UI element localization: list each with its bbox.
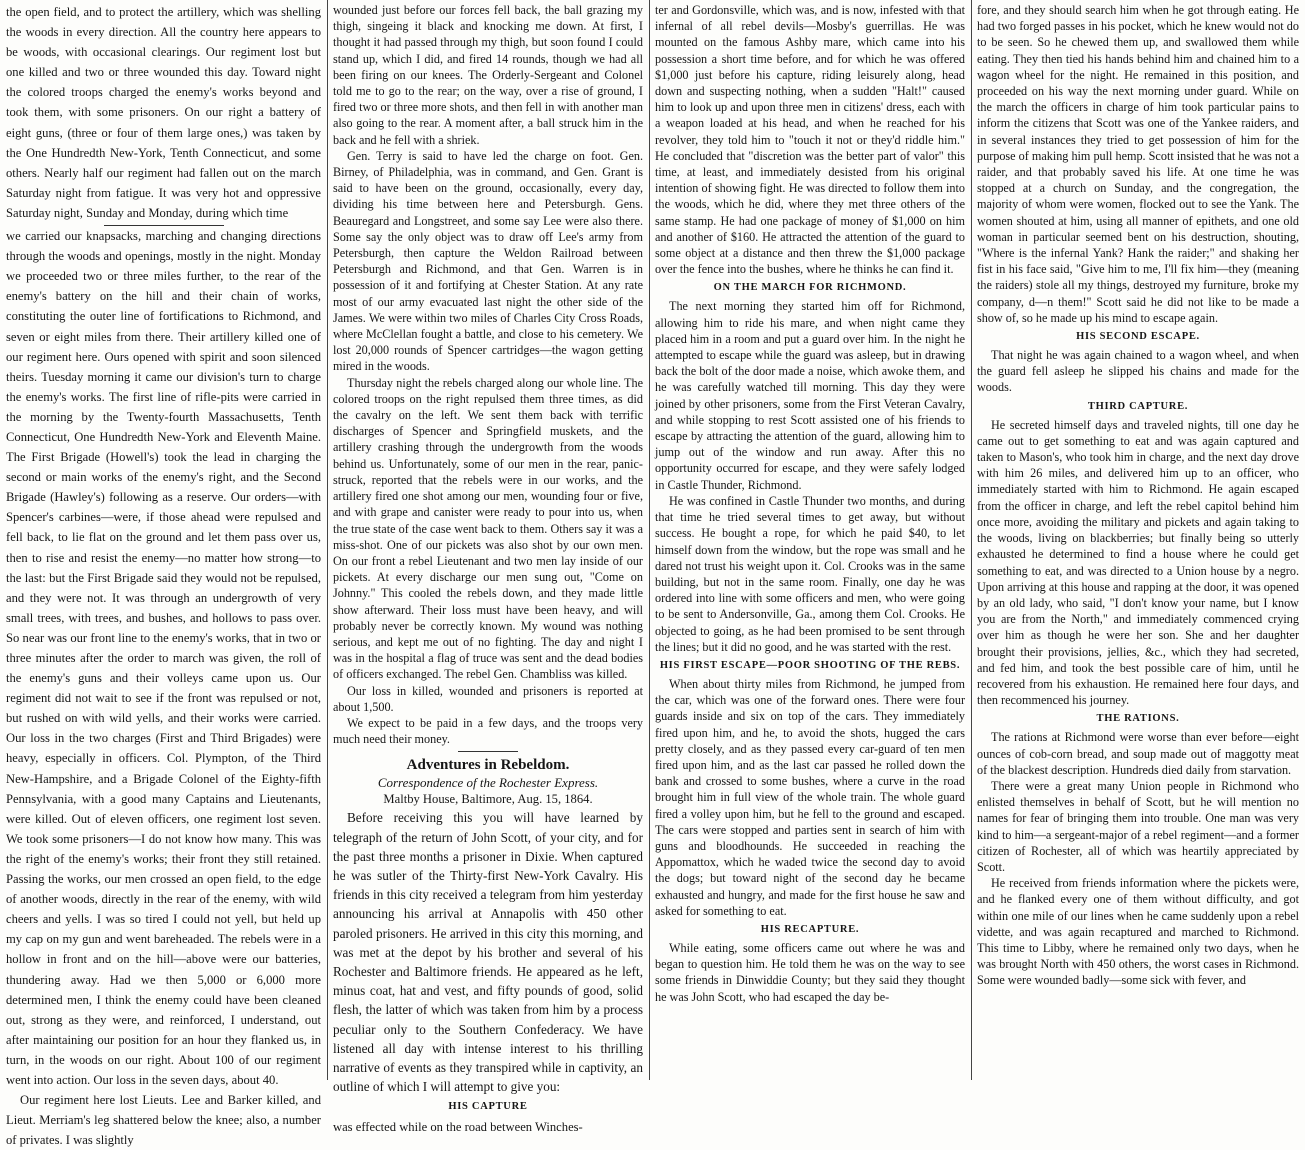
section-heading: HIS SECOND ESCAPE. — [1076, 331, 1200, 343]
paragraph: We expect to be paid in a few days, and the troops very much need their money. — [333, 715, 643, 747]
paragraph: The next morning they started him off for Richmond, allowing him to ride his mare, and when night came they placed him in a room and put a guard over him. In the night he attempted to escape while the guard was asleep, but in drawing back the bolt of the door made a noise, which awoke them, and he was carefully watched till morning. This day they were joined by other prisoners, some from the First Veteran Cavalry, and while stopping to rest Scott assisted one of his friends to escape by attracting the attention of the guard, allowing him to jump out of the window and run away. After this no opportunity occurred for escape, and they were safely lodged in Castle Thunder, Richmond. — [655, 299, 965, 492]
paragraph: wounded just before our forces fell back, the ball grazing my thigh, singeing it black and knocking me down. At first, I thought it had passed through my thigh, but soon found I could stand up, which I did, and fired 14 rounds, though we had all been firing on our knees. The Orderly-Sergeant and Colonel told me to go to the rear; on the way, over a rise of ground, I fired two or three more shots, and then fell in with another man also going to the rear. A moment after, a ball struck him in the back and he fell with a shriek. — [333, 3, 643, 147]
paragraph: ter and Gordonsville, which was, and is now, infested with that infernal of all rebel devils—Mosby's guerrillas. He was mounted on the famous Ashby mare, which came into his possession a short time before, and for which he was offered $1,000 just before his capture, riding leisurely along, head down and suspecting nothing, when a sudden "Halt!" caused him to look up and upon three men in citizens' dress, each with a weapon loaded at his head, and when he reached for his revolver, they told him to "touch it not or they'd riddle him." He concluded that "discretion was the better part of valor" this time, at least, and immediately desisted from his original intention of showing fight. He was directed to follow them into the woods, which he did, where they met three others of the same stamp. He had one package of money of $1,000 on him and another of $160. He attracted the attention of the guard to some object at a distance and then threw the $1,000 package over the fence into the bushes, where he thinks he can find it. — [655, 3, 965, 277]
column-3 — [649, 0, 971, 1080]
section-heading: HIS FIRST ESCAPE—POOR SHOOTING OF THE REBS. — [659, 659, 961, 671]
paragraph: That night he was again chained to a wagon wheel, and when the guard fell asleep he slipped his chains and made for the woods. — [977, 348, 1299, 395]
paragraph: Our regiment here lost Lieuts. Lee and Barker killed, and Lieut. Merriam's leg shattered below the knee; also, a number of privates. I was slightly — [6, 1093, 321, 1148]
column-1 — [0, 0, 327, 1148]
section-heading: ON THE MARCH FOR RICHMOND. — [713, 282, 907, 294]
article-title: Adventures in Rebeldom. — [406, 757, 570, 774]
paragraph: we carried our knapsacks, marching and changing directions through the woods and openings, mostly in the night. Monday we proceeded two or three miles further, to the rear of the enemy's battery on the hill and their chain of works, constituting the outer line of fortifications to Richmond, and seven or eight miles from there. Their artillery killed one of our regiment here. Ours opened with spirit and soon silenced theirs. Tuesday morning it came our division's turn to charge the enemy's works. The first line of rifle-pits were carried in the morning by the Twenty-fourth Massachusetts, Tenth Connecticut, One Hundredth New-York and Eleventh Maine. The First Brigade (Howell's) took the lead in charging the second or main works of the enemy's right, and the Second Brigade (Hawley's) following as a reserve. Our orders—with Spencer's carbines—were, if those ahead were repulsed and fell back, to lie flat on the ground and let them pass over us, then to rise and resist the enemy—no matter how strong—to the last: but the First Brigade said they would not be repulsed, and they were not. It was through an undergrowth of very small trees, with trees, and bushes, and hollows to pass over. So near was our front line to the enemy's works, that in two or three minutes after the order to march was given, the roll of the enemy's guns and their volleys came upon us. Our regiment did not wait to see if the front was repulsed or not, but rushed on with wild yells, and their works were carried. Our loss in the two charges (First and Third Brigades) were heavy, especially in officers. Col. Plympton, of the Third New-Hampshire, and a Brigade Colonel of the Eighty-fifth Pennsylvania, with a good many Captains and Lieutenants, were killed. Out of eleven officers, one regiment lost seven. We took some prisoners—I do not know how many. This was the right of the enemy's works; their front they still retained. Passing the works, our men crossed an open field, to the edge of another woods, directly in the rear of the enemy, with wild cheers and yells. I was so tired I could not yell, but held up my cap on my gun and went bareheaded. The rebels were in a hollow in front and on the hill—above were our batteries, thundering away. Had we then 5,000 or 6,000 more determined men, I think the enemy could have been cleaned out, strong as they were, and reinforced, I understand, out after maintaining our position for an hour they flanked us, in turn, in the woods on our right. About 100 of our regiment went into action. Our loss in the seven days, about 40. — [6, 229, 321, 1087]
paragraph: Thursday night the rebels charged along our whole line. The colored troops on the right repulsed them three times, as did the cavalry on the left. We sent them back with terrific discharges of Spencer and Springfield muskets, and the artillery crashing through the undergrowth from the woods behind us. Unfortunately, some of our men in the rear, panic-struck, reported that the rebels were in our works, and the artillery fired one shot among our men, wounding four or five, and with grape and canister were ready to pour into us, when the true state of the case went back to them. Others say it was a miss-shot. One of our pickets was also shot by our own men. On our front a rebel Lieutenant and two men lay inside of our pickets. At every discharge our men sung out, "Come on Johnny." This cooled the rebels down, and they made little show afterward. Their loss must have been heavy, and will probably never be correctly known. My wound was nothing serious, and kept me out of no fighting. The day and night I was in the hospital a flag of truce was sent and the dead bodies of officers exchanged. The rebel Gen. Chambliss was killed. — [333, 375, 643, 682]
paragraph: the open field, and to protect the artillery, which was shelling the woods in every direction. All the country here appears to be woods, with occasional clearings. Our regiment lost but one killed and two or three wounded this day. Toward night the colored troops charged the enemy's works beyond and took them, with some prisoners. On our right a battery of eight guns, (three or four of them large ones,) was taken by the One Hundredth New-York, Tenth Connecticut, and some others. Nearly half our regiment had fallen out on the march Saturday night from fatigue. It was very hot and oppressive Saturday night, Sunday and Monday, during which time — [6, 5, 321, 220]
paragraph: When about thirty miles from Richmond, he jumped from the car, which was one of the forward ones. There were four guards inside and six on top of the cars. They immediately fired upon him, and he, to avoid the shots, hugged the cars pretty closely, and as they passed every car-guard of ten men fired upon him, and as the last car passed he rolled down the bank and crossed to some bushes, where a curve in the road brought him in full view of the whole train. The whole guard fired a volley upon him, but he fell to the ground and escaped. The cars were stopped and parties sent in search of him with guns and bloodhounds. He succeeded in reaching the Appomattox, which he waded twice the second day to avoid the dogs; but toward night of the second day he became exhausted and hungry, and made for the first house he saw and asked for something to eat. — [655, 676, 965, 918]
paragraph: He received from friends information where the pickets were, and he flanked every one of them without difficulty, and got within one mile of our lines when he came suddenly upon a rebel vidette, and was again recaptured and marched to Richmond. This time to Libby, where he remained only two days, when he was brought North with 450 others, the worst cases in Richmond. Some were wounded badly—some sick with fever, and — [977, 876, 1299, 988]
paragraph: The rations at Richmond were worse than ever before—eight ounces of cob-corn bread, and soup made out of maggotty meat of the blackest description. Hundreds died daily from starvation. — [977, 730, 1299, 777]
section-heading: HIS RECAPTURE. — [760, 923, 860, 935]
paragraph: Before receiving this you will have learned by telegraph of the return of John Scott, of your city, and for the past three months a prisoner in Dixie. When captured he was sutler of the Thirty-first New-York Cavalry. His friends in this city received a telegram from him yesterday announcing his arrival at Annapolis with 450 other paroled prisoners. He arrived in this city this morning, and was met at the depot by his brother and several of his Rochester and Baltimore friends. He appeared as he left, minus coat, hat and vest, and fifty pounds of good, solid flesh, the latter of which was taken from him by a process peculiar only to the Southern Confederacy. We have listened all day with intense interest to his thrilling narrative of events as they transpired while in captivity, an outline of which I will attempt to give you: — [333, 810, 643, 1095]
section-heading: THE RATIONS. — [1096, 713, 1180, 725]
paragraph: He was confined in Castle Thunder two months, and during that time he tried several times to get away, but without success. He bought a rope, for which he paid $40, to let himself down from the window, but the rope was small and he dared not trust his weight upon it. Col. Crooks was in the same building, but not in the same room. Finally, one day he was ordered into line with some officers and men, who were going to be sent to Andersonville, Ga., among them Col. Crooks. He objected to going, as he had been promised to be sent through the lines; but it did no good, and he was started with the rest. — [655, 493, 965, 654]
paragraph: Gen. Terry is said to have led the charge on foot. Gen. Birney, of Philadelphia, was in command, and Gen. Grant is said to have been on the ground, occasionally, every day, dividing his time between here and Petersburgh. Gens. Beauregard and Longstreet, and some say Lee were also there. Some say the only object was to draw off Lee's army from Petersburgh, then capture the Weldon Railroad between Petersburgh and Richmond, and that Gen. Warren is in possession of it and fortifying at Chester Station. At any rate most of our army evacuated last night the other side of the James. We were within two miles of Charles City Cross Roads, where McClellan fought a battle, and close to his cemetery. We lost 20,000 rounds of Spencer cartridges—the wagon getting mired in the woods. — [333, 148, 643, 374]
divider — [458, 751, 518, 752]
paragraph: Our loss in killed, wounded and prisoners is reported at about 1,500. — [333, 683, 643, 714]
paragraph: While eating, some officers came out where he was and began to question him. He told them he was on the way to see some friends in Dinwiddie County; but they said they thought he was John Scott, who had escaped the day be- — [655, 940, 965, 1004]
paragraph: was effected while on the road between Winches- — [333, 1120, 583, 1135]
paragraph: fore, and they should search him when he got through eating. He had two forged passes in his pocket, which he knew would not do to be seen. So he chewed them up, and swallowed them while eating. They then tied his hands behind him and chained him to a wagon wheel for the night. He remained in this position, and proceeded on his way the next morning under guard. While on the march the officers in charge of him took particular pains to inform the citizens that Scott was one of the Yankee raiders, and in several instances they tried to get possession of him for the purpose of making him pull hemp. Scott insisted that he was not a raider, and that probably saved his life. At one time he was stopped at a church on Sunday, and the congregation, the majority of whom were women, flocked out to see the Yank. The women shouted at him, using all manner of epithets, and one old woman in particular seemed bent on his destruction, shouting, "Where is the infernal Yank? Hank the raider;" and shaking her fist in his face said, "Give him to me, I'll fix him—they (meaning the raiders) stole all my things, destroyed my furniture, broke my company, d—n them!" Scott said he did not like to be made a show of, so he made up his mind to escape again. — [977, 3, 1299, 325]
section-heading: THIRD CAPTURE. — [1087, 400, 1189, 412]
column-2 — [327, 0, 649, 1135]
paragraph: He secreted himself days and traveled nights, till one day he came out to get something to eat and was again captured and taken to Mason's, who took him in charge, and the next day drove with him 26 miles, and delivered him up to an officer, who immediately started with him to Richmond. He again escaped from the officer in charge, and left the rebel capitol behind him once more, avoiding the military and pickets and again taking to the woods, living on blackberries; but finally being so utterly exhausted he determined to find a house where he could get something to eat, and was directed to a Union house by a negro. Upon arriving at this house and rapping at the door, it was opened by an old lady, who said, "I don't know your name, but I know you are from the North," and immediately commenced crying over him as though he were her son. She and her daughter brought their provisions, jellies, &c., which they had secreted, and fed him, and took the best possible care of him, until he recovered from his exhaustion. He remained here four days, and then recommenced his journey. — [977, 417, 1299, 708]
column-4 — [971, 0, 1305, 1080]
section-heading: HIS CAPTURE — [448, 1101, 528, 1113]
article-subtitle: Correspondence of the Rochester Express. — [377, 775, 599, 791]
paragraph: There were a great many Union people in Richmond who enlisted themselves in behalf of Scott, but he will mention no names for fear of bringing them into trouble. One man was very kind to him—a sergeant-major of a rebel regiment—and a former citizen of Rochester, all of which was heartily appreciated by Scott. — [977, 778, 1299, 874]
dateline: Maltby House, Baltimore, Aug. 15, 1864. — [383, 792, 593, 807]
